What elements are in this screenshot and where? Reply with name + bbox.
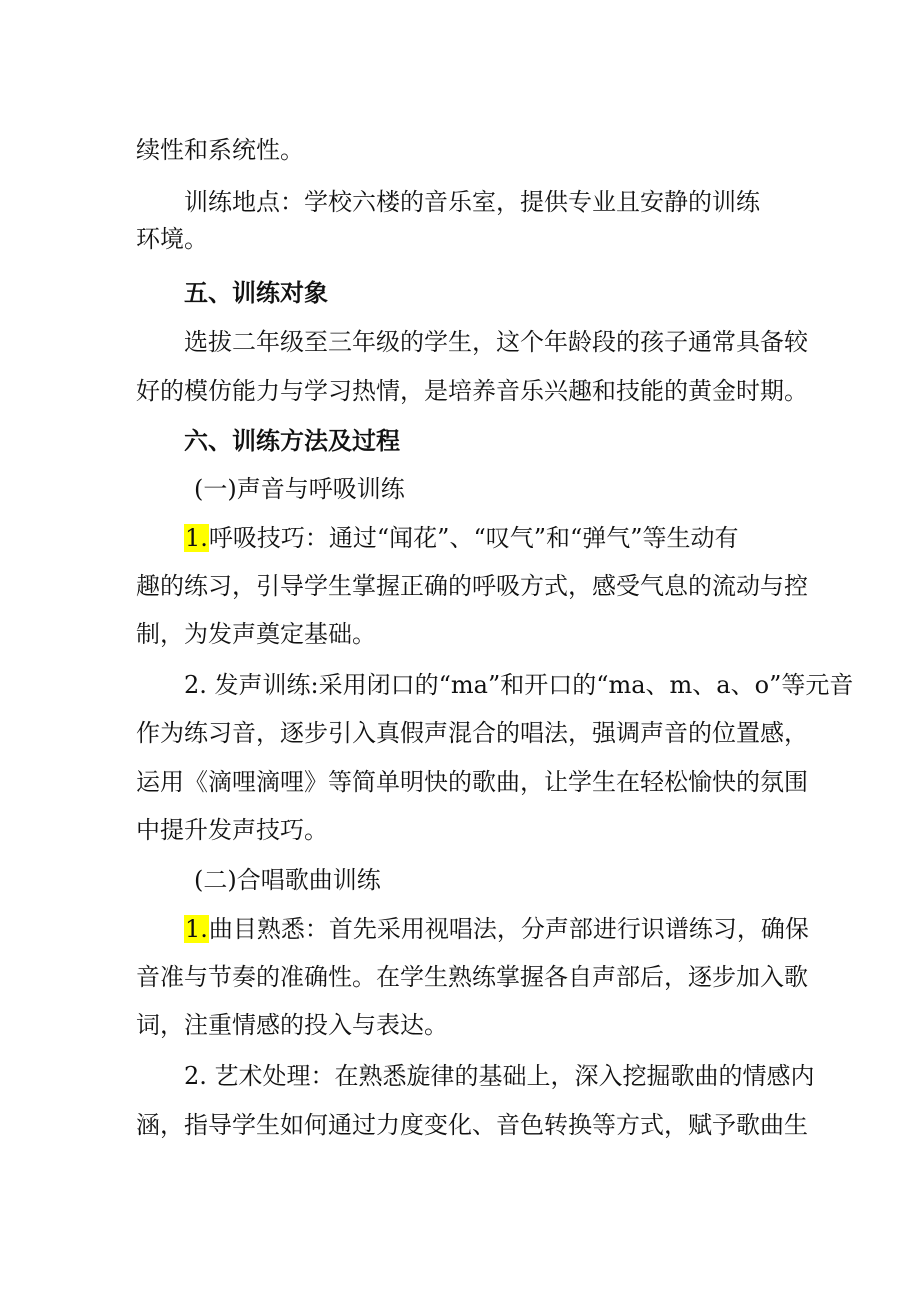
- text-line: 作为练习音，逐步引入真假声混合的唱法，强调声音的位置感，: [136, 719, 808, 747]
- section-heading: 五、训练对象: [184, 279, 328, 307]
- text-line: 2. 发声训练:采用闭口的“ma”和开口的“ma、m、a、o”等元音: [184, 671, 854, 699]
- text-line: 选拔二年级至三年级的学生，这个年龄段的孩子通常具备较: [184, 328, 808, 356]
- section-heading: 六、训练方法及过程: [184, 427, 400, 455]
- highlighted-number: 1.: [185, 524, 208, 552]
- text-line: 涵，指导学生如何通过力度变化、音色转换等方式，赋予歌曲生: [136, 1111, 808, 1139]
- text-span: 呼吸技巧：通过“闻花”、“叹气”和“弹气”等生动有: [208, 524, 739, 552]
- text-line: 训练地点：学校六楼的音乐室，提供专业且安静的训练: [184, 188, 760, 216]
- text-line: 续性和系统性。: [136, 136, 304, 164]
- text-line: 2. 艺术处理：在熟悉旋律的基础上，深入挖掘歌曲的情感内: [184, 1062, 815, 1090]
- subsection-heading: (二)合唱歌曲训练: [194, 866, 381, 894]
- text-line: [184, 518, 739, 558]
- text-span: 曲目熟悉：首先采用视唱法，分声部进行识谱练习，确保: [208, 915, 809, 943]
- text-line: 运用《滴哩滴哩》等简单明快的歌曲，让学生在轻松愉快的氛围: [136, 768, 808, 796]
- text-line: 词，注重情感的投入与表达。: [136, 1011, 448, 1039]
- subsection-heading: (一)声音与呼吸训练: [194, 475, 405, 503]
- text-line: 环境。: [136, 225, 208, 253]
- text-line: 中提升发声技巧。: [136, 816, 328, 844]
- text-line: 音准与节奏的准确性。在学生熟练掌握各自声部后，逐步加入歌: [136, 963, 808, 991]
- text-line: 好的模仿能力与学习热情，是培养音乐兴趣和技能的黄金时期。: [136, 377, 808, 405]
- highlighted-number: 1.: [185, 915, 208, 943]
- text-line: [184, 909, 809, 949]
- text-line: 制，为发声奠定基础。: [136, 620, 376, 648]
- text-line: 趣的练习，引导学生掌握正确的呼吸方式，感受气息的流动与控: [136, 572, 808, 600]
